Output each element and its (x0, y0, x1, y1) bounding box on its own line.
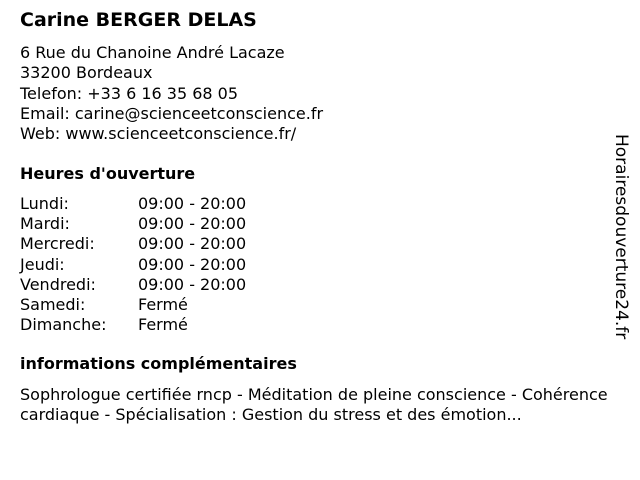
hours-row-tuesday (20, 214, 246, 234)
hours-row-saturday (20, 295, 246, 315)
hours-value: 09:00 - 20:00 (138, 214, 247, 234)
day-label: Mardi: (20, 214, 70, 234)
business-name: Carine BERGER DELAS (20, 9, 257, 31)
day-label: Dimanche: (20, 315, 107, 335)
hours-row-sunday (20, 315, 246, 335)
address-city: 33200 Bordeaux (20, 63, 153, 83)
day-label: Jeudi: (20, 254, 65, 274)
site-watermark: Horairesdouverture24.fr (611, 134, 631, 340)
email-text: Email: carine@scienceetconscience.fr (20, 103, 324, 123)
hours-value: 09:00 - 20:00 (138, 194, 247, 213)
hours-row-friday (20, 275, 246, 295)
phone-text: Telefon: +33 6 16 35 68 05 (20, 83, 239, 103)
day-label: Lundi: (20, 194, 69, 213)
contact-block (20, 43, 323, 144)
hours-row-wednesday (20, 234, 246, 254)
opening-hours-heading: Heures d'ouverture (20, 164, 196, 183)
additional-info-heading: informations complémentaires (20, 354, 297, 373)
hours-value: Fermé (138, 315, 188, 335)
address-street: 6 Rue du Chanoine André Lacaze (20, 43, 285, 62)
additional-info-text: Sophrologue certifiée rncp - Méditation de pleine conscience - Cohérence cardiaque - Spécialisation : Gestion du stress et des émotion... (20, 385, 608, 425)
opening-hours-list (20, 194, 246, 335)
hours-value: Fermé (138, 295, 188, 315)
hours-value: 09:00 - 20:00 (138, 254, 247, 274)
day-label: Vendredi: (20, 274, 96, 294)
website-text: Web: www.scienceetconscience.fr/ (20, 124, 297, 144)
hours-value: 09:00 - 20:00 (138, 274, 247, 294)
hours-row-thursday (20, 255, 246, 275)
hours-value: 09:00 - 20:00 (138, 234, 247, 254)
hours-row-monday (20, 194, 246, 214)
day-label: Samedi: (20, 295, 86, 315)
day-label: Mercredi: (20, 234, 95, 254)
